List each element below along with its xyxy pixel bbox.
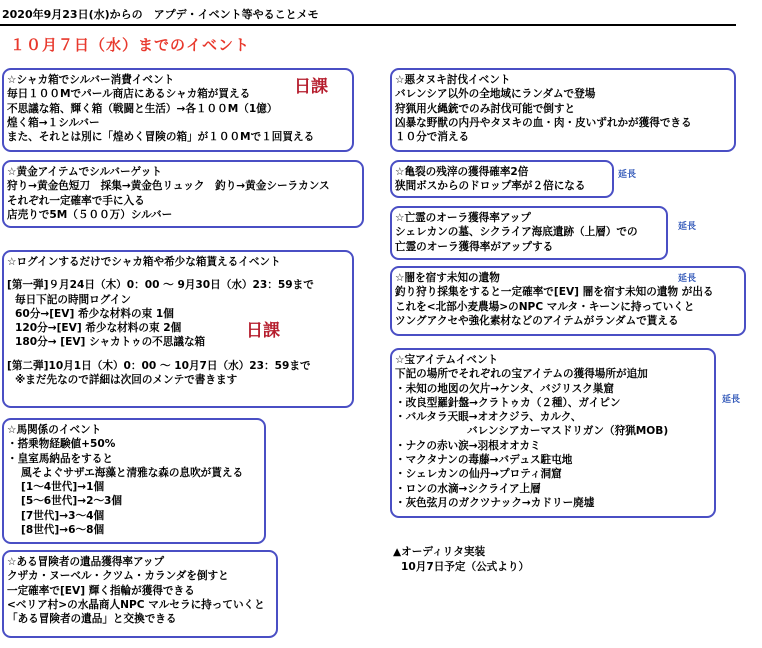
phase-one-period: [第一弾]９月24日（木）0：00 ～ 9月30日（水）23：59まで: [7, 279, 314, 292]
event-line: １０分で消える: [395, 131, 470, 144]
event-title: ☆黄金アイテムでシルバーゲット: [7, 166, 162, 178]
treasure-item: ・改良型羅針盤→クラトゥカ（２種）、ガイピン: [395, 396, 621, 409]
event-line: <ベリア村>の水晶商人NPC マルセラに持っていくと: [7, 598, 265, 611]
relic-event: [2, 550, 278, 638]
event-title: ☆亡霊のオーラ獲得率アップ: [395, 212, 531, 224]
event-line: 狩り→黄金色短刀 採集→黄金色リュック 釣り→黄金シーラカンス: [7, 180, 330, 193]
event-line: クザカ・ヌーベル・クツム・カランダを倒すと: [7, 570, 229, 583]
event-title: ☆ある冒険者の遺品獲得率アップ: [7, 556, 165, 568]
reward-line: 60分→[EV] 希少な材料の束 1個: [15, 307, 174, 320]
tier-line: [8世代]→6～8個: [21, 524, 105, 537]
odyllita-note: [393, 545, 529, 575]
fissure-event: [390, 160, 614, 198]
event-line: それぞれ一定確率で手に入る: [7, 194, 145, 207]
event-line: これを<北部小麦農場>のNPC マルタ・キーンに持っていくと: [395, 300, 695, 313]
treasure-item: バレンシアカーマスドリガン（狩猟MOB): [467, 425, 669, 438]
event-title: ☆悪タヌキ討伐イベント: [395, 74, 511, 86]
event-title: ☆宝アイテムイベント: [395, 354, 499, 366]
phase-two-period: [第二弾]10月1日（木）0：00 ～ 10月7日（水）23：59まで: [7, 359, 311, 372]
treasure-event: [390, 348, 716, 518]
header-divider: [0, 24, 736, 26]
event-line: 不思議な箱、輝く箱（戦闘と生活）→各１００M（1億）: [7, 102, 278, 115]
reward-line: 180分→ [EV] シャカトゥの不思議な箱: [15, 336, 206, 349]
login-event: [2, 250, 354, 408]
reward-line: 120分→[EV] 希少な材料の束 2個: [15, 322, 182, 335]
tier-line: [5～6世代]→2～3個: [21, 495, 123, 508]
event-line: 一定確率で[EV] 輝く指輪が獲得できる: [7, 584, 195, 597]
event-line: バレンシア以外の全地域にランダムで登場: [395, 88, 596, 101]
event-line: 狩猟用火縄銃でのみ討伐可能で倒すと: [395, 102, 576, 115]
extended-label: 延長: [678, 222, 697, 232]
event-line: 亡霊のオーラ獲得率がアップする: [395, 240, 554, 253]
event-title: ☆ログインするだけでシャカ箱や希少な箱貰えるイベント: [7, 256, 281, 268]
event-line: シェレカンの墓、シクライア海底遺跡（上層）での: [395, 226, 638, 239]
tier-line: [7世代]→3～4個: [21, 509, 105, 522]
treasure-item: ・シェレカンの仙丹→プロティ洞窟: [395, 468, 562, 481]
extended-label: 延長: [618, 170, 637, 180]
event-line: 凶暴な野獣の内丹やタヌキの血・肉・皮いずれかが獲得できる: [395, 116, 692, 129]
event-title: ☆馬関係のイベント: [7, 424, 102, 436]
event-line: 店売りで5M（５００万）シルバー: [7, 208, 173, 221]
event-title: ☆シャカ箱でシルバー消費イベント: [7, 74, 175, 86]
event-line: また、それとは別に「煌めく冒険の箱」が１００Mで１回買える: [7, 131, 315, 144]
treasure-item: ・ナクの赤い涙→羽根オオカミ: [395, 439, 541, 452]
treasure-item: ・バルタラ天眼→オオクジラ、カルク、: [395, 411, 582, 424]
aura-event: [390, 206, 668, 260]
gold-item-event: [2, 160, 364, 228]
event-line: ・皇室馬納品をすると: [7, 452, 113, 465]
section-title: １０月７日（水）までのイベント: [10, 36, 251, 54]
daily-label: 日課: [246, 321, 280, 341]
event-line: ツングアクセや強化素材などのアイテムがランダムで貰える: [395, 314, 679, 327]
event-line: 下記の場所でそれぞれの宝アイテムの獲得場所が追加: [395, 368, 648, 381]
treasure-item: ・未知の地図の欠片→ケンタ、バジリスク巣窟: [395, 382, 614, 395]
extended-label: 延長: [722, 395, 741, 405]
event-line: 毎日１００Mでパール商店にあるシャカ箱が買える: [7, 88, 251, 101]
treasure-item: ・灰色弦月のガクツナック→カドリー廃墟: [395, 496, 595, 509]
daily-label: 日課: [294, 77, 328, 97]
event-line: 毎日下記の時間ログイン: [15, 293, 132, 306]
extended-label: 延長: [678, 274, 697, 284]
event-line: ※まだ先なので詳細は次回のメンテで書きます: [15, 374, 238, 387]
page-header-title: 2020年9月23日(水)からの アプデ・イベント等やることメモ: [2, 8, 319, 21]
event-line: 釣り狩り採集をすると一定確率で[EV] 闇を宿す未知の遺物 が出る: [395, 286, 714, 299]
event-line: 煌く箱→１シルバー: [7, 116, 100, 129]
event-line: 「ある冒険者の遺品」と交換できる: [7, 613, 177, 626]
event-line: ・搭乗物経験値+50%: [7, 438, 116, 451]
horse-event: [2, 418, 266, 544]
event-line: 風そよぐサザエ海藻と清雅な森の息吹が貰える: [21, 466, 244, 479]
tier-line: [1～4世代]→1個: [21, 481, 105, 494]
event-line: 狭間ボスからのドロップ率が２倍になる: [395, 180, 586, 193]
note-line: 10月7日予定（公式より）: [401, 561, 530, 573]
tanuki-event: [390, 68, 736, 152]
treasure-item: ・ロンの水滴→シクライア上層: [395, 482, 541, 495]
treasure-item: ・マクタナンの毒藤→バデュス駐屯地: [395, 454, 573, 467]
event-title: ☆亀裂の残滓の獲得確率2倍: [395, 166, 529, 178]
event-title: ☆闇を宿す未知の遺物: [395, 272, 500, 284]
note-title: ▲オーディリタ実装: [393, 546, 486, 558]
